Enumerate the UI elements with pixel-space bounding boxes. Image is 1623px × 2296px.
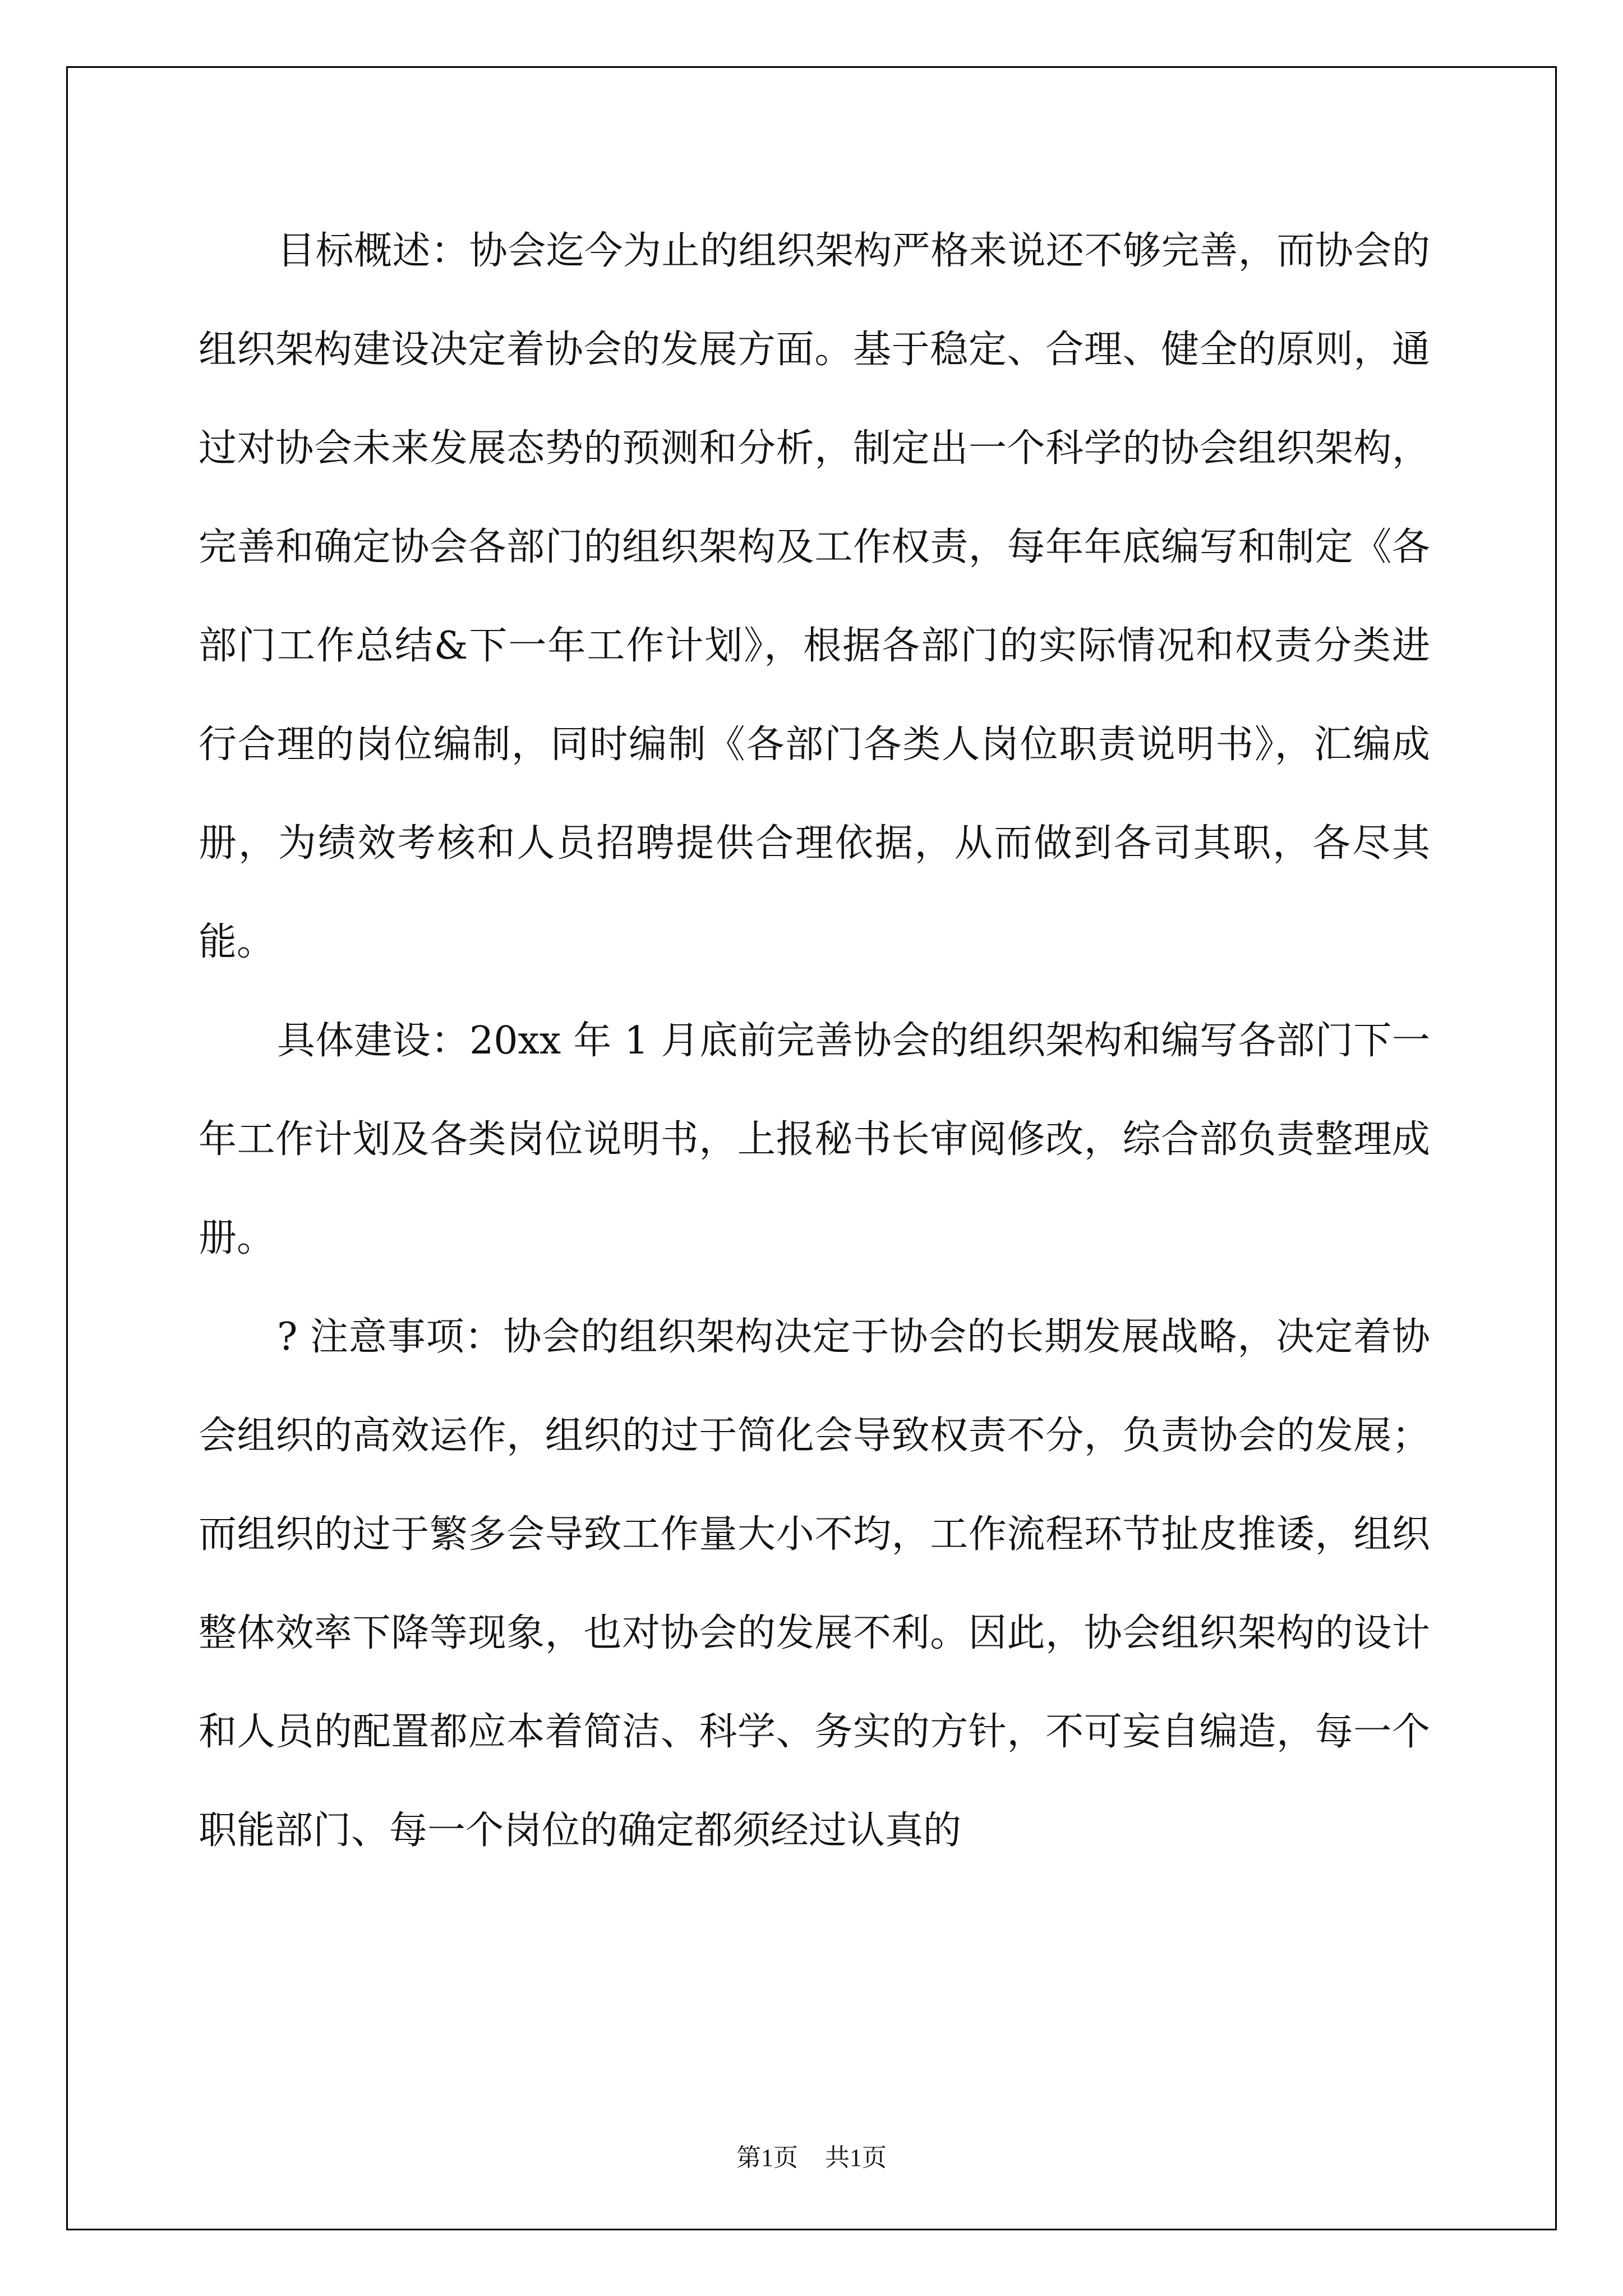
page-number-total: 共1页 bbox=[825, 2144, 887, 2171]
page-number-current: 第1页 bbox=[736, 2144, 798, 2171]
paragraph-specific-construction: 具体建设：20xx 年 1 月底前完善协会的组织架构和编写各部门下一年工作计划及各类岗位说明书，上报秘书长审阅修改，综合部负责整理成册。 bbox=[199, 1019, 1430, 1260]
paragraph-goal-overview: 目标概述：协会迄今为止的组织架构严格来说还不够完善，而协会的组织架构建设决定着协会的发展方面。基于稳定、合理、健全的原则，通过对协会未来发展态势的预测和分析，制定出一个科学的协会组织架构，完善和确定协会各部门的组织架构及工作权责，每年年底编写和制定《各部门工作总结&下一年工作计划》，根据各部门的实际情况和权责分类进行合理的岗位编制，同时编制《各部门各类人岗位职责说明书》，汇编成册，为绩效考核和人员招聘提供合理依据，从而做到各司其职，各尽其能。 bbox=[199, 229, 1430, 964]
paragraph-notes: ? 注意事项：协会的组织架构决定于协会的长期发展战略，决定着协会组织的高效运作，组织的过于简化会导致权责不分，负责协会的发展；而组织的过于繁多会导致工作量大小不均，工作流程环节扯皮推诿，组织整体效率下降等现象，也对协会的发展不利。因此，协会组织架构的设计和人员的配置都应本着简洁、科学、务实的方针，不可妄自编造，每一个职能部门、每一个岗位的确定都须经过认真的 bbox=[199, 1315, 1430, 1853]
page-footer bbox=[0, 2137, 1623, 2173]
document-body bbox=[199, 202, 1430, 1880]
